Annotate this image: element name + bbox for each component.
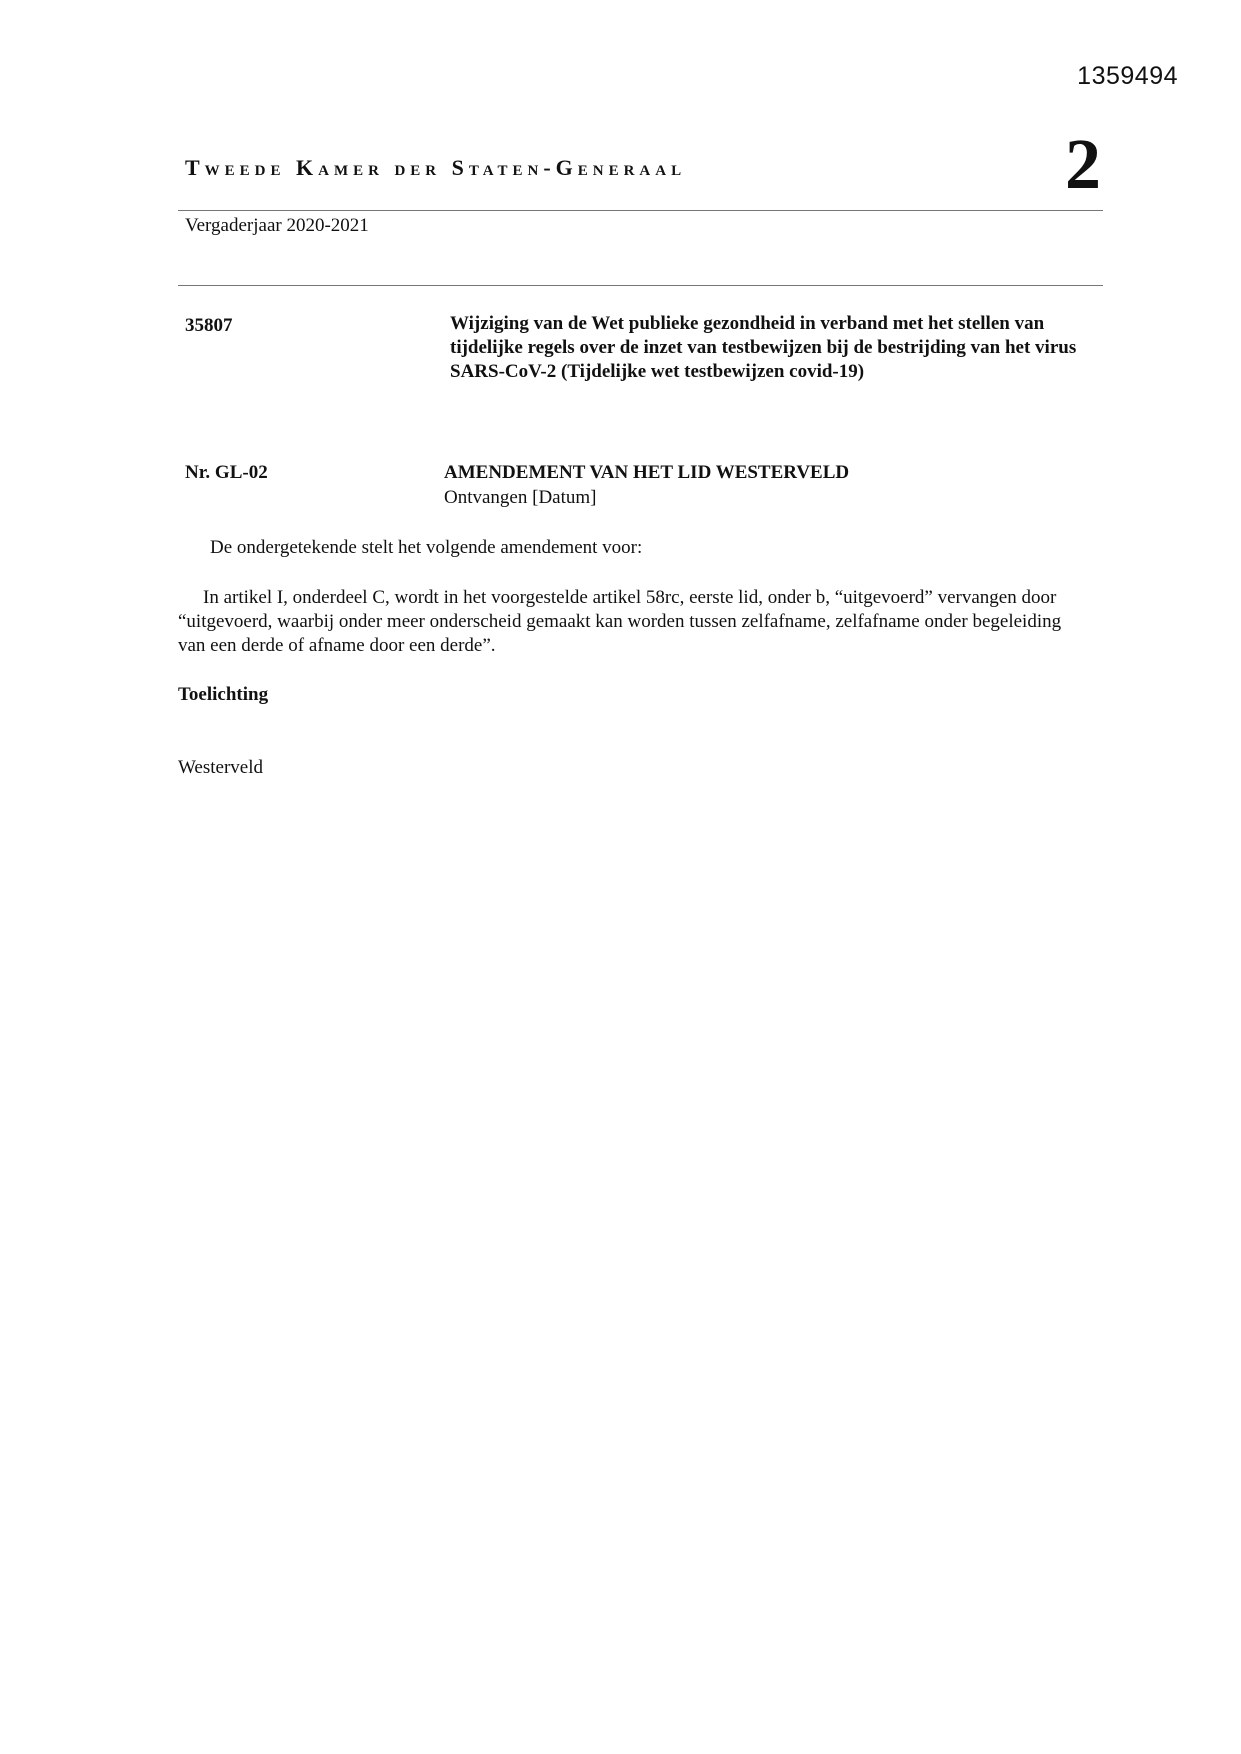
section-divider — [178, 285, 1103, 286]
received-date: Ontvangen [Datum] — [444, 487, 597, 508]
intro-paragraph: De ondergetekende stelt het volgende amendement voor: — [210, 537, 643, 558]
chamber-name: Tweede Kamer der Staten-Generaal — [185, 155, 687, 180]
document-id: 1359494 — [1077, 62, 1178, 90]
amendment-title: AMENDEMENT VAN HET LID WESTERVELD — [444, 462, 850, 483]
signature: Westerveld — [178, 757, 263, 778]
explanation-heading: Toelichting — [178, 684, 269, 705]
dossier-title: Wijziging van de Wet publieke gezondheid in verband met het stellen van tijdelijke regels over de inzet van testbewijzen bij de bestrijding van het virus SARS-CoV-2 (Tijdelijke wet testbewijzen covid-19) — [450, 313, 1077, 382]
session-year: Vergaderjaar 2020-2021 — [185, 215, 369, 236]
header-divider — [178, 210, 1103, 211]
amendment-body-text: In artikel I, onderdeel C, wordt in het voorgestelde artikel 58rc, eerste lid, onder b, “uitgevoerd” vervangen door “uitgevoerd, waarbij onder meer onderscheid gemaakt kan worden tussen zelfafname, zelfafname onder begeleiding van een derde of afname door een derde”. — [178, 587, 1062, 656]
amendment-body — [178, 586, 1093, 658]
dossier-number: 35807 — [185, 315, 233, 336]
amendment-number: Nr. GL-02 — [185, 462, 268, 483]
document-number: 2 — [1065, 124, 1101, 204]
